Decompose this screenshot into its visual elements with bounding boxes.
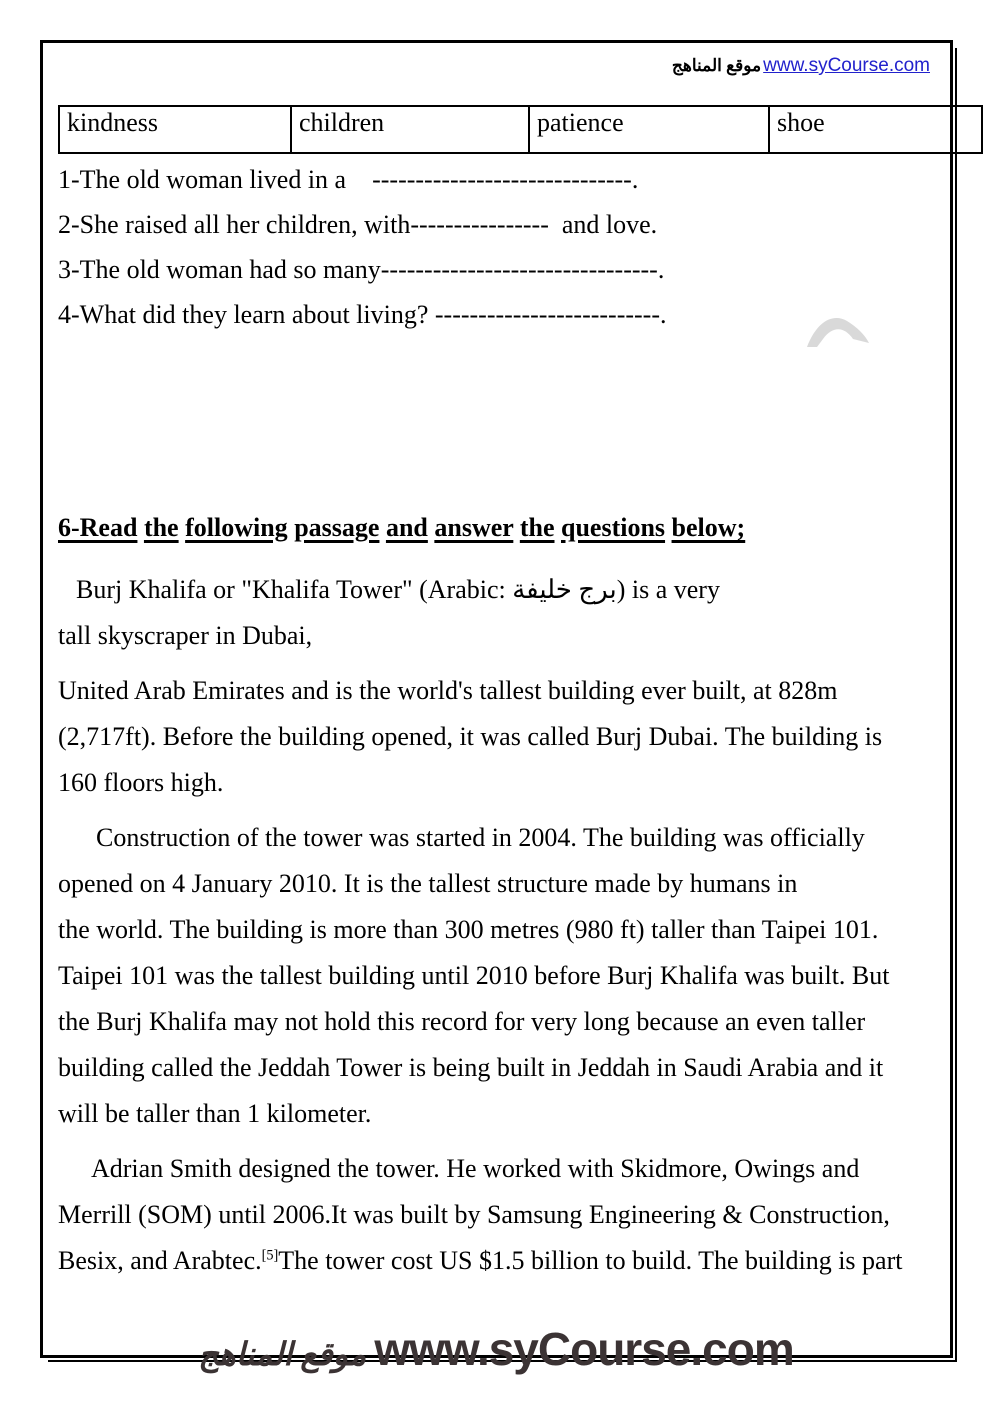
word-bank-row (59, 106, 982, 153)
question-2: 2-She raised all her children, with---------------- and love. (58, 210, 658, 239)
passage-line: 160 floors high. (58, 768, 224, 797)
word-bank-table (58, 105, 983, 154)
page-footer (0, 1322, 992, 1376)
page-header (672, 55, 930, 77)
passage-line: building called the Jeddah Tower is being built in Jeddah in Saudi Arabia and it (58, 1053, 884, 1082)
question-4: 4-What did they learn about living? --------------------------. (58, 300, 667, 329)
passage-line: Merrill (SOM) until 2006.It was built by Samsung Engineering & Construction, (58, 1200, 890, 1229)
swoosh-watermark-icon (803, 313, 873, 351)
word-bank-cell-shoe: shoe (769, 106, 982, 153)
passage-line: tall skyscraper in Dubai, (58, 621, 313, 650)
word-bank-cell-patience: patience (529, 106, 769, 153)
passage (58, 567, 938, 1293)
footer-site-name-arabic: موقع المناهج (198, 1336, 367, 1372)
header-site-link[interactable]: www.syCourse.com (763, 55, 930, 76)
section6-heading: 6-Read the following passage and answer the questions below; (58, 513, 746, 542)
passage-line: Besix, and Arabtec.[5]The tower cost US $1.5 billion to build. The building is part (58, 1246, 903, 1275)
passage-line: Taipei 101 was the tallest building until 2010 before Burj Khalifa was built. But (58, 961, 890, 990)
passage-paragraph (58, 1146, 938, 1284)
passage-line: (2,717ft). Before the building opened, it was called Burj Dubai. The building is (58, 722, 883, 751)
passage-line: Burj Khalifa or "Khalifa Tower" (Arabic: برج خليفة) is a very (76, 575, 720, 604)
passage-line: opened on 4 January 2010. It is the tallest structure made by humans in (58, 869, 798, 898)
passage-paragraph (58, 567, 938, 659)
passage-line: Adrian Smith designed the tower. He worked with Skidmore, Owings and (91, 1154, 860, 1183)
passage-line: United Arab Emirates and is the world's tallest building ever built, at 828m (58, 676, 838, 705)
header-site-name-arabic: موقع المناهج (671, 56, 762, 75)
passage-line: the world. The building is more than 300 metres (980 ft) taller than Taipei 101. (58, 915, 879, 944)
passage-paragraph (58, 668, 938, 806)
question-1: 1-The old woman lived in a ------------------------------. (58, 165, 639, 194)
fill-blank-questions (58, 157, 667, 337)
passage-line: the Burj Khalifa may not hold this record for very long because an even taller (58, 1007, 866, 1036)
word-bank-cell-children: children (291, 106, 529, 153)
footer-site-url: www.syCourse.com (374, 1323, 794, 1375)
word-bank-cell-kindness: kindness (59, 106, 291, 153)
passage-paragraph (58, 815, 938, 1137)
passage-line: Construction of the tower was started in 2004. The building was officially (96, 823, 865, 852)
worksheet-page (40, 40, 953, 1358)
passage-line: will be taller than 1 kilometer. (58, 1099, 372, 1128)
question-3: 3-The old woman had so many--------------------------------. (58, 255, 665, 284)
